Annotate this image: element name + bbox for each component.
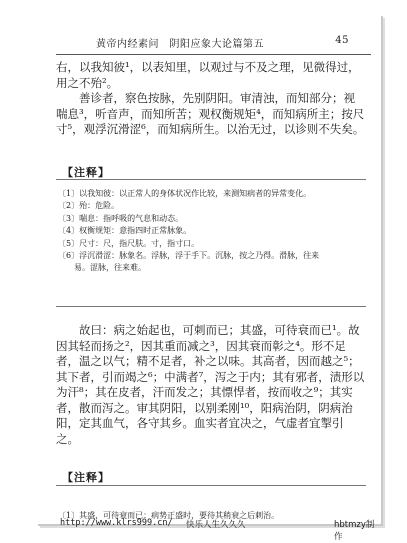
page-content — [36, 14, 381, 524]
note-item: 〔2〕殆：危险。 — [58, 201, 120, 211]
note-item: 〔6〕浮沉滑涩：脉象名。浮脉，浮于手下。沉脉，按之乃得。滑脉，往来 — [58, 251, 320, 261]
paragraph: 故曰：病之始起也，可刺而已；其盛，可待衰而已¹。故因其轻而扬之²，因其重而减之³，因其衰而彰之⁴。形不足者，温之以气；精不足者，补之以味。其高者，因而越之⁵；其下者，引而竭之⁶；中满者⁷，泻之于内；其有邪者，渍形以为汗⁸；其在皮者，汗而发之；其慓悍者，按而收之⁹；其实者，散而泻之。审其阴阳，以别柔刚¹⁰，阳病治阴，阴病治阳，定其血气，各守其乡。血实者宜决之，气虚者宜掣引之。 — [56, 323, 365, 446]
paragraph: 右，以我知彼¹，以表知里，以观过与不及之理，见微得过，用之不殆²。 — [56, 60, 360, 90]
main-text-2 — [56, 323, 366, 447]
note-item: 〔1〕以我知彼：以正常人的身体状况作比较，来测知病者的异常变化。 — [58, 189, 312, 198]
paragraph: 善诊者，察色按脉，先别阴阳。审清浊，而知部分；视喘息³，听音声，而知所苦；观权衡规矩⁴，而知病所主；按尺寸⁵，观浮沉滑涩⁶，而知病所生。以治无过，以诊则不失矣。 — [56, 91, 365, 136]
note-item: 〔3〕喘息：指呼吸的气息和动态。 — [58, 213, 184, 223]
footer-url-link[interactable]: http://www.klrs999.cn/ — [60, 518, 173, 528]
page-number: 45 — [335, 35, 349, 46]
main-text-1 — [56, 60, 366, 138]
footer-slogan: 快乐人生久久久 — [186, 520, 246, 530]
running-header — [56, 35, 371, 49]
header-rule — [56, 54, 371, 55]
footer-credit: hbtmzy制作 — [334, 520, 375, 542]
notes2-heading: 【注释】 — [62, 471, 110, 484]
note-item-continuation: 易。涩脉，往来难。 — [74, 263, 146, 273]
notes-list — [58, 188, 363, 275]
notes-heading: 【注释】 — [62, 166, 110, 179]
note-item: 〔1〕其盛，可待衰而已：病势正盛时，要待其稍衰之后刺治。 — [58, 511, 280, 520]
header-title: 黄帝内经素问 阴阳应象大论篇第五 — [96, 39, 264, 50]
note-item: 〔5〕尺寸：尺，指尺肤。寸，指寸口。 — [58, 238, 200, 248]
note-item: 〔4〕权衡规矩：意指四时正常脉象。 — [58, 226, 192, 236]
